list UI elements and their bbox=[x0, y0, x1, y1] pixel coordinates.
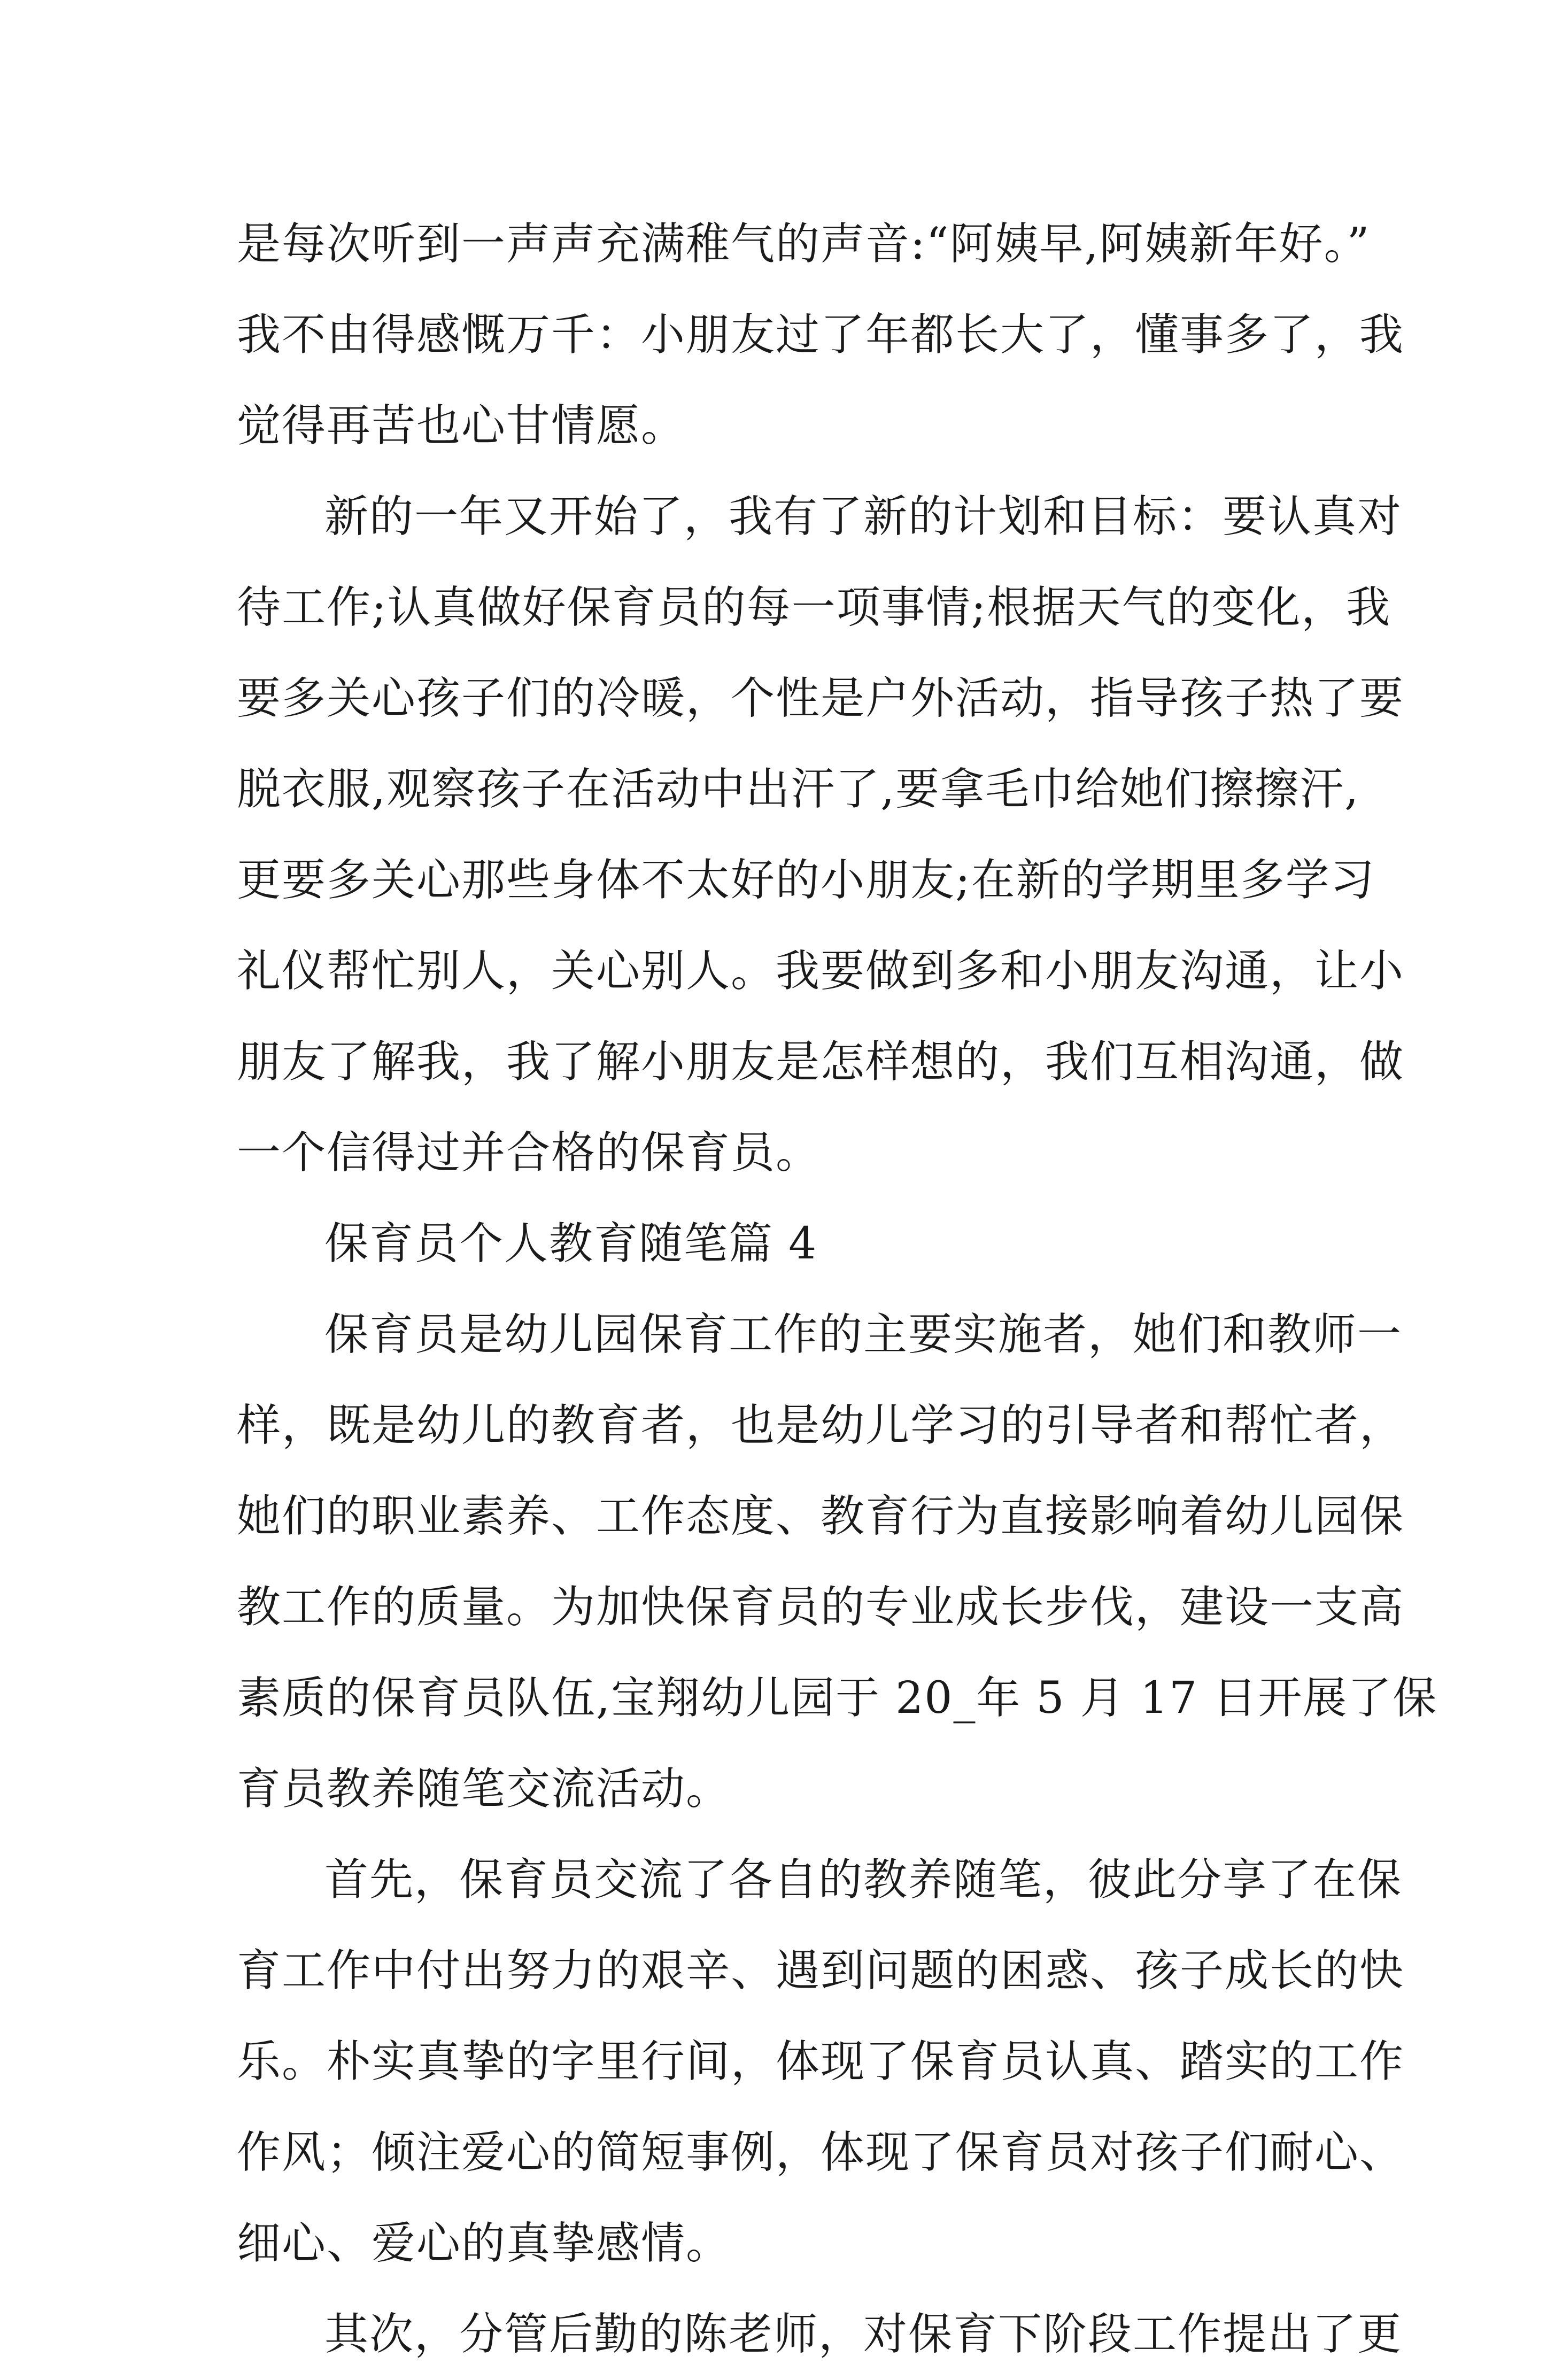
text-line: 样，既是幼儿的教育者，也是幼儿学习的引导者和帮忙者， bbox=[237, 1400, 1405, 1451]
text-line: 脱衣服,观察孩子在活动中出汗了,要拿毛巾给她们擦擦汗, bbox=[237, 764, 1360, 815]
text-line: 一个信得过并合格的保育员。 bbox=[237, 1127, 821, 1178]
text-line: 是每次听到一声声充满稚气的声音:“阿姨早,阿姨新年好。” bbox=[237, 219, 1371, 269]
text-line: 教工作的质量。为加快保育员的专业成长步伐，建设一支高 bbox=[237, 1582, 1405, 1633]
text-line: 育工作中付出努力的艰辛、遇到问题的困惑、孩子成长的快 bbox=[237, 1945, 1405, 1996]
paragraph-1 bbox=[237, 199, 1405, 472]
paragraph-4 bbox=[237, 1835, 1405, 2289]
text-line: 其次，分管后勤的陈老师，对保育下阶段工作提出了更 bbox=[324, 2309, 1403, 2360]
section-heading-text: 保育员个人教育随笔篇 4 bbox=[324, 1218, 818, 1269]
text-line: 作风；倾注爱心的简短事例，体现了保育员对孩子们耐心、 bbox=[237, 2127, 1405, 2178]
document-body bbox=[237, 199, 1438, 2380]
section-heading bbox=[237, 1199, 1322, 1289]
text-line: 觉得再苦也心甘情愿。 bbox=[237, 400, 686, 451]
text-line: 我不由得感慨万千：小朋友过了年都长大了，懂事多了，我 bbox=[237, 310, 1405, 360]
text-line: 素质的保育员队伍,宝翔幼儿园于 20_年 5 月 17 日开展了保 bbox=[237, 1673, 1438, 1724]
text-line: 新的一年又开始了，我有了新的计划和目标：要认真对 bbox=[324, 491, 1403, 542]
text-line: 礼仪帮忙别人，关心别人。我要做到多和小朋友沟通，让小 bbox=[237, 946, 1405, 996]
text-line: 要多关心孩子们的冷暖，个性是户外活动，指导孩子热了要 bbox=[237, 673, 1405, 724]
text-line: 她们的职业素养、工作态度、教育行为直接影响着幼儿园保 bbox=[237, 1491, 1405, 1542]
text-line: 朋友了解我，我了解小朋友是怎样想的，我们互相沟通，做 bbox=[237, 1037, 1405, 1087]
paragraph-3 bbox=[237, 1289, 1438, 1835]
paragraph-2 bbox=[237, 472, 1405, 1199]
text-line: 育员教养随笔交流活动。 bbox=[237, 1764, 731, 1814]
text-line: 待工作;认真做好保育员的每一项事情;根据天气的变化，我 bbox=[237, 582, 1391, 633]
text-line: 保育员是幼儿园保育工作的主要实施者，她们和教师一 bbox=[324, 1309, 1403, 1360]
text-line: 细心、爱心的真挚感情。 bbox=[237, 2218, 731, 2269]
text-line: 更要多关心那些身体不太好的小朋友;在新的学期里多学习 bbox=[237, 855, 1375, 906]
text-line: 首先，保育员交流了各自的教养随笔，彼此分享了在保 bbox=[324, 1854, 1403, 1905]
text-line: 乐。朴实真挚的字里行间，体现了保育员认真、踏实的工作 bbox=[237, 2036, 1405, 2087]
paragraph-5 bbox=[237, 2289, 1403, 2380]
